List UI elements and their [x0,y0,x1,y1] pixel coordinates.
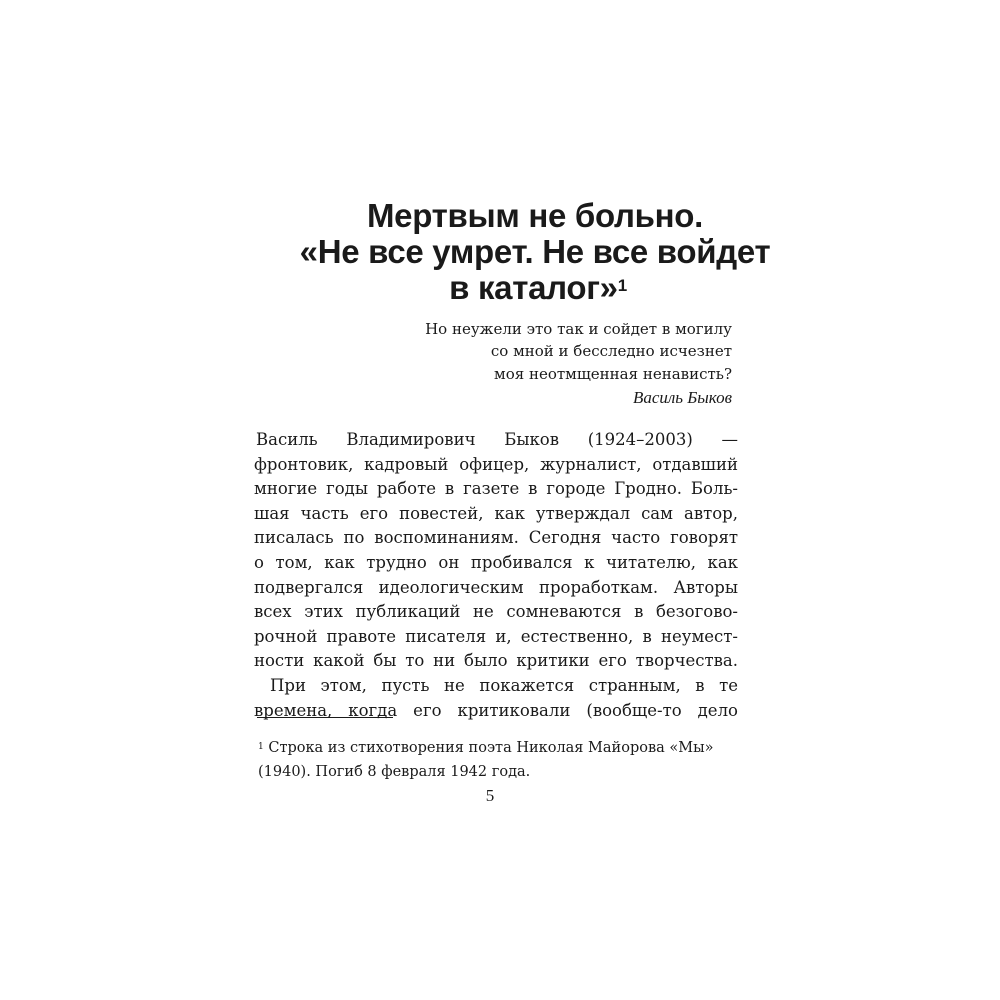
chapter-title-line-3-text: в каталог» [449,269,618,306]
body-line-8: всех этих публикаций не сомневаются в безогово- [254,602,738,622]
body-line-7: подвергался идеологическим проработкам. Авторы [254,577,738,597]
body-line-1 [256,428,738,453]
footnote-divider [257,717,393,718]
body-line-12: времена, когда его критиковали (вообще-то дело [254,700,738,720]
chapter-title [250,198,820,306]
body-line-2: фронтовик, кадровый офицер, журналист, отдавший [254,454,738,474]
body-line-1-text: Василь Владимирович Быков (1924–2003) — [256,430,738,449]
body-line-9: рочной правоте писателя и, естественно, в неумест- [254,626,738,646]
footnote-line-2: (1940). Погиб 8 февраля 1942 года. [258,764,531,780]
body-line-3: многие годы работе в газете в городе Гродно. Боль- [254,479,738,499]
epigraph-author: Василь Быков [632,388,732,408]
footnote-marker: 1 [258,742,264,752]
chapter-title-line-3 [250,270,820,306]
body-line-5: писалась по воспоминаниям. Сегодня часто говорят [254,528,738,548]
epigraph-line-1: Но неужели это так и сойдет в могилу [425,320,732,338]
title-footnote-marker: 1 [617,276,627,295]
epigraph-line-2: со мной и бесследно исчезнет [490,342,732,361]
chapter-title-line-1: Мертвым не больно. [366,197,704,234]
epigraph-line-3: моя неотмщенная ненависть? [494,364,732,383]
page-number: 5 [485,786,495,805]
epigraph [425,318,732,410]
footnote [258,736,738,784]
body-line-6: о том, как трудно он пробивался к читателю, как [254,552,738,572]
body-line-10: ности какой бы то ни было критики его творчества. [254,651,738,671]
footnote-line-1-text: Строка из стихотворения поэта Николая Майорова «Мы» [268,740,714,756]
body-text [256,428,738,723]
chapter-title-line-2: «Не все умрет. Не все войдет [299,233,771,270]
footnote-line-1 [258,736,738,760]
body-line-11: При этом, пусть не покажется странным, в те [270,675,738,695]
body-line-4: шая часть его повестей, как утверждал сам автор, [254,503,738,523]
